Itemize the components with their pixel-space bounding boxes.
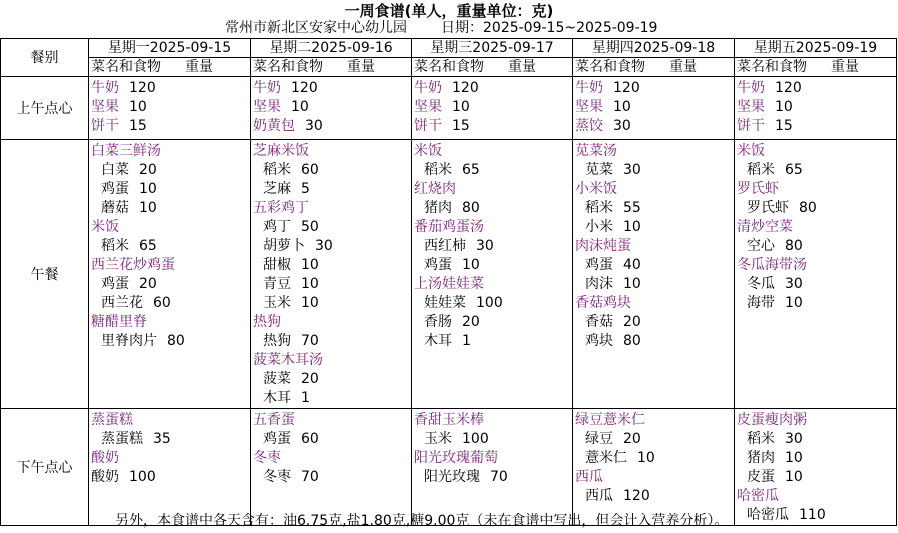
ingredient-row — [91, 294, 250, 313]
dish-name: 糖醋里脊 — [91, 314, 147, 330]
ingredient-weight: 1 — [301, 390, 310, 406]
ingredient-name: 稻米 — [424, 162, 452, 178]
dish-name: 番茄鸡蛋汤 — [414, 219, 484, 235]
footer-note: 另外，本食谱中各天含有：油6.75克,盐1.80克,糖9.00克（未在食谱中写出，但会计入营养分析）。 — [115, 513, 729, 529]
dish-line — [575, 117, 734, 136]
ingredient-name: 鸡蛋 — [263, 431, 291, 447]
ingredient-weight: 70 — [301, 469, 319, 485]
ingredient-name: 稻米 — [747, 431, 775, 447]
dish-weight: 120 — [129, 80, 156, 96]
ingredient-name: 鸡蛋 — [101, 181, 129, 197]
day-header: 星期二2025-09-16 — [251, 39, 412, 58]
ingredient-name: 苋菜 — [585, 162, 613, 178]
ingredient-row — [91, 180, 250, 199]
ingredient-row — [253, 468, 411, 487]
dish-name: 奶黄包 — [253, 118, 295, 134]
ingredient-weight: 20 — [139, 162, 157, 178]
ingredient-row — [737, 430, 896, 449]
sub-header — [735, 58, 897, 77]
ingredient-weight: 65 — [139, 238, 157, 254]
dish-name: 牛奶 — [737, 80, 765, 96]
ingredient-name: 蒸蛋糕 — [101, 431, 143, 447]
ingredient-name: 冬瓜 — [747, 276, 775, 292]
ingredient-row — [737, 237, 896, 256]
dish-line — [737, 98, 896, 117]
dish-name: 牛奶 — [414, 80, 442, 96]
ingredient-weight: 100 — [476, 295, 503, 311]
ingredient-row — [414, 332, 572, 351]
ingredient-row — [737, 468, 896, 487]
dish-weight: 10 — [775, 99, 793, 115]
ingredient-name: 绿豆 — [585, 431, 613, 447]
sub-header-weight: 重量 — [347, 59, 375, 75]
ingredient-weight: 100 — [129, 469, 156, 485]
ingredient-weight: 10 — [623, 219, 641, 235]
dish-name: 米饭 — [91, 219, 119, 235]
ingredient-weight: 30 — [785, 276, 803, 292]
ingredient-name: 菠菜 — [263, 371, 291, 387]
dish-name: 皮蛋瘦肉粥 — [737, 412, 807, 428]
dish-line — [414, 79, 572, 98]
dish-weight: 120 — [613, 80, 640, 96]
ingredient-row — [575, 449, 734, 468]
dish-name: 上汤娃娃菜 — [414, 276, 484, 292]
sub-header-dish: 菜名和食物 — [91, 59, 161, 75]
ingredient-row — [91, 161, 250, 180]
meal-name: 上午点心 — [1, 77, 89, 140]
dish-line — [91, 79, 250, 98]
ingredient-row — [737, 199, 896, 218]
dish-name: 坚果 — [253, 99, 281, 115]
ingredient-name: 香菇 — [585, 314, 613, 330]
dish-line — [253, 98, 411, 117]
ingredient-weight: 55 — [623, 200, 641, 216]
ingredient-weight: 20 — [301, 371, 319, 387]
ingredient-row — [253, 294, 411, 313]
meal-name: 午餐 — [1, 140, 89, 409]
ingredient-row — [737, 506, 896, 525]
dish-name: 饼干 — [737, 118, 765, 134]
ingredient-name: 芝麻 — [263, 181, 291, 197]
ingredient-row — [253, 218, 411, 237]
ingredient-weight: 10 — [785, 450, 803, 466]
ingredient-weight: 10 — [301, 276, 319, 292]
sub-header-dish: 菜名和食物 — [737, 59, 807, 75]
ingredient-weight: 80 — [799, 200, 817, 216]
ingredient-row — [253, 161, 411, 180]
ingredient-name: 鸡蛋 — [101, 276, 129, 292]
ingredient-weight: 40 — [623, 257, 641, 273]
menu-cell — [89, 77, 251, 140]
ingredient-row — [737, 161, 896, 180]
ingredient-row — [575, 199, 734, 218]
dish-line — [575, 98, 734, 117]
ingredient-row — [737, 294, 896, 313]
dish-weight: 15 — [129, 118, 147, 134]
day-header: 星期一2025-09-15 — [89, 39, 251, 58]
dish-name: 香甜玉米棒 — [414, 412, 484, 428]
date-range: 日期：2025-09-15~2025-09-19 — [441, 20, 658, 36]
ingredient-name: 薏米仁 — [585, 450, 627, 466]
ingredient-name: 空心 — [747, 238, 775, 254]
ingredient-name: 小米 — [585, 219, 613, 235]
ingredient-weight: 80 — [462, 200, 480, 216]
ingredient-row — [575, 275, 734, 294]
ingredient-name: 稻米 — [101, 238, 129, 254]
dish-name: 米饭 — [414, 143, 442, 159]
day-header: 星期五2025-09-19 — [735, 39, 897, 58]
dish-name: 苋菜汤 — [575, 143, 617, 159]
ingredient-row — [253, 275, 411, 294]
ingredient-row — [737, 275, 896, 294]
dish-name: 蒸饺 — [575, 118, 603, 134]
ingredient-row — [575, 430, 734, 449]
dish-line — [253, 79, 411, 98]
ingredient-weight: 65 — [785, 162, 803, 178]
dish-line — [414, 117, 572, 136]
dish-weight: 10 — [291, 99, 309, 115]
ingredient-name: 海带 — [747, 295, 775, 311]
ingredient-name: 玉米 — [263, 295, 291, 311]
dish-name: 冬瓜海带汤 — [737, 257, 807, 273]
ingredient-weight: 5 — [301, 181, 310, 197]
ingredient-row — [414, 256, 572, 275]
ingredient-name: 胡萝卜 — [263, 238, 305, 254]
menu-cell — [412, 77, 573, 140]
dish-name: 西兰花炒鸡蛋 — [91, 257, 175, 273]
ingredient-row — [253, 430, 411, 449]
dish-name: 哈密瓜 — [737, 488, 779, 504]
sub-header — [573, 58, 735, 77]
ingredient-weight: 70 — [301, 333, 319, 349]
ingredient-name: 白菜 — [101, 162, 129, 178]
ingredient-name: 猪肉 — [424, 200, 452, 216]
dish-name: 小米饭 — [575, 181, 617, 197]
ingredient-name: 冬枣 — [263, 469, 291, 485]
ingredient-weight: 10 — [623, 276, 641, 292]
day-header: 星期三2025-09-17 — [412, 39, 573, 58]
ingredient-name: 鸡块 — [585, 333, 613, 349]
ingredient-weight: 35 — [153, 431, 171, 447]
ingredient-name: 香肠 — [424, 314, 452, 330]
ingredient-weight: 10 — [785, 295, 803, 311]
ingredient-row — [91, 430, 250, 449]
sub-header — [412, 58, 573, 77]
menu-cell — [412, 140, 573, 409]
ingredient-name: 西红柿 — [424, 238, 466, 254]
sub-header — [251, 58, 412, 77]
dish-weight: 120 — [775, 80, 802, 96]
dish-weight: 30 — [613, 118, 631, 134]
dish-weight: 10 — [129, 99, 147, 115]
ingredient-row — [575, 218, 734, 237]
sub-header-weight: 重量 — [669, 59, 697, 75]
dish-name: 绿豆薏米仁 — [575, 412, 645, 428]
menu-cell — [89, 140, 251, 409]
ingredient-weight: 70 — [490, 469, 508, 485]
sub-header-dish: 菜名和食物 — [253, 59, 323, 75]
ingredient-name: 猪肉 — [747, 450, 775, 466]
ingredient-weight: 30 — [785, 431, 803, 447]
ingredient-weight: 10 — [139, 200, 157, 216]
ingredient-name: 热狗 — [263, 333, 291, 349]
ingredient-row — [414, 199, 572, 218]
ingredient-weight: 10 — [462, 257, 480, 273]
ingredient-row — [91, 237, 250, 256]
dish-name: 清炒空菜 — [737, 219, 793, 235]
ingredient-name: 西瓜 — [585, 488, 613, 504]
ingredient-weight: 80 — [623, 333, 641, 349]
ingredient-row — [575, 487, 734, 506]
sub-header — [89, 58, 251, 77]
dish-line — [737, 79, 896, 98]
dish-name: 冬枣 — [253, 450, 281, 466]
menu-cell — [573, 140, 735, 409]
dish-name: 牛奶 — [253, 80, 281, 96]
ingredient-name: 西兰花 — [101, 295, 143, 311]
ingredient-row — [253, 370, 411, 389]
dish-name: 白菜三鲜汤 — [91, 143, 161, 159]
ingredient-row — [91, 199, 250, 218]
ingredient-row — [737, 449, 896, 468]
ingredient-weight: 60 — [301, 431, 319, 447]
ingredient-weight: 110 — [799, 507, 826, 523]
dish-name: 肉沫炖蛋 — [575, 238, 631, 254]
ingredient-weight: 80 — [785, 238, 803, 254]
dish-weight: 15 — [775, 118, 793, 134]
dish-name: 香菇鸡块 — [575, 295, 631, 311]
ingredient-weight: 60 — [153, 295, 171, 311]
dish-weight: 10 — [452, 99, 470, 115]
menu-cell — [251, 409, 412, 526]
ingredient-name: 酸奶 — [91, 469, 119, 485]
ingredient-name: 木耳 — [424, 333, 452, 349]
ingredient-weight: 30 — [623, 162, 641, 178]
ingredient-name: 鸡丁 — [263, 219, 291, 235]
dish-name: 牛奶 — [575, 80, 603, 96]
ingredient-row — [414, 313, 572, 332]
ingredient-weight: 20 — [462, 314, 480, 330]
meal-column-header: 餐别 — [1, 39, 89, 77]
dish-name: 五香蛋 — [253, 412, 295, 428]
ingredient-row — [575, 313, 734, 332]
dish-line — [91, 117, 250, 136]
ingredient-row — [575, 256, 734, 275]
ingredient-name: 甜椒 — [263, 257, 291, 273]
dish-weight: 30 — [305, 118, 323, 134]
sub-header-dish: 菜名和食物 — [414, 59, 484, 75]
dish-weight: 120 — [452, 80, 479, 96]
ingredient-weight: 10 — [301, 295, 319, 311]
dish-name: 坚果 — [414, 99, 442, 115]
ingredient-row — [414, 237, 572, 256]
ingredient-name: 里脊肉片 — [101, 333, 157, 349]
dish-weight: 15 — [452, 118, 470, 134]
dish-line — [575, 79, 734, 98]
sub-header-dish: 菜名和食物 — [575, 59, 645, 75]
menu-cell — [251, 77, 412, 140]
dish-name: 五彩鸡丁 — [253, 200, 309, 216]
menu-cell — [735, 409, 897, 526]
menu-cell — [573, 77, 735, 140]
ingredient-weight: 60 — [301, 162, 319, 178]
ingredient-name: 皮蛋 — [747, 469, 775, 485]
ingredient-weight: 10 — [301, 257, 319, 273]
dish-name: 阳光玫瑰葡萄 — [414, 450, 498, 466]
ingredient-name: 稻米 — [585, 200, 613, 216]
dish-name: 米饭 — [737, 143, 765, 159]
ingredient-weight: 10 — [139, 181, 157, 197]
school-name: 常州市新北区安家中心幼儿园 — [225, 20, 407, 36]
menu-cell — [735, 77, 897, 140]
ingredient-weight: 1 — [462, 333, 471, 349]
menu-table — [0, 38, 897, 526]
ingredient-row — [253, 180, 411, 199]
ingredient-name: 青豆 — [263, 276, 291, 292]
ingredient-weight: 20 — [139, 276, 157, 292]
sub-header-weight: 重量 — [185, 59, 213, 75]
ingredient-row — [414, 294, 572, 313]
dish-name: 坚果 — [575, 99, 603, 115]
dish-name: 牛奶 — [91, 80, 119, 96]
dish-name: 饼干 — [414, 118, 442, 134]
ingredient-row — [575, 332, 734, 351]
ingredient-row — [414, 468, 572, 487]
ingredient-name: 娃娃菜 — [424, 295, 466, 311]
ingredient-row — [253, 389, 411, 408]
meal-name: 下午点心 — [1, 409, 89, 526]
dish-name: 坚果 — [91, 99, 119, 115]
ingredient-weight: 10 — [785, 469, 803, 485]
ingredient-weight: 30 — [476, 238, 494, 254]
ingredient-name: 鸡蛋 — [585, 257, 613, 273]
page-title: 一周食谱(单人，重量单位：克) — [344, 2, 554, 20]
dish-weight: 10 — [613, 99, 631, 115]
dish-name: 酸奶 — [91, 450, 119, 466]
ingredient-weight: 50 — [301, 219, 319, 235]
sub-header-weight: 重量 — [508, 59, 536, 75]
ingredient-name: 稻米 — [747, 162, 775, 178]
ingredient-row — [253, 237, 411, 256]
ingredient-row — [253, 332, 411, 351]
menu-cell — [89, 409, 251, 526]
ingredient-weight: 30 — [315, 238, 333, 254]
ingredient-row — [414, 161, 572, 180]
ingredient-name: 稻米 — [263, 162, 291, 178]
ingredient-weight: 100 — [462, 431, 489, 447]
dish-name: 坚果 — [737, 99, 765, 115]
dish-name: 热狗 — [253, 314, 281, 330]
ingredient-weight: 10 — [637, 450, 655, 466]
dish-line — [737, 117, 896, 136]
dish-line — [91, 98, 250, 117]
dish-weight: 120 — [291, 80, 318, 96]
ingredient-name: 蘑菇 — [101, 200, 129, 216]
dish-name: 西瓜 — [575, 469, 603, 485]
dish-name: 罗氏虾 — [737, 181, 779, 197]
menu-cell — [735, 140, 897, 409]
sub-header-weight: 重量 — [831, 59, 859, 75]
ingredient-name: 鸡蛋 — [424, 257, 452, 273]
ingredient-name: 哈密瓜 — [747, 507, 789, 523]
ingredient-row — [414, 430, 572, 449]
ingredient-name: 阳光玫瑰 — [424, 469, 480, 485]
ingredient-row — [253, 256, 411, 275]
ingredient-weight: 20 — [623, 431, 641, 447]
dish-name: 芝麻米饭 — [253, 143, 309, 159]
ingredient-name: 木耳 — [263, 390, 291, 406]
ingredient-name: 罗氏虾 — [747, 200, 789, 216]
ingredient-name: 肉沫 — [585, 276, 613, 292]
ingredient-row — [91, 332, 250, 351]
ingredient-row — [91, 275, 250, 294]
ingredient-weight: 20 — [623, 314, 641, 330]
dish-line — [253, 117, 411, 136]
dish-name: 菠菜木耳汤 — [253, 352, 323, 368]
ingredient-row — [575, 161, 734, 180]
ingredient-name: 玉米 — [424, 431, 452, 447]
dish-line — [414, 98, 572, 117]
dish-name: 红烧肉 — [414, 181, 456, 197]
subtitle — [225, 20, 657, 37]
menu-cell — [412, 409, 573, 526]
dish-name: 饼干 — [91, 118, 119, 134]
ingredient-weight: 120 — [623, 488, 650, 504]
menu-cell — [573, 409, 735, 526]
ingredient-row — [91, 468, 250, 487]
dish-name: 蒸蛋糕 — [91, 412, 133, 428]
menu-cell — [251, 140, 412, 409]
day-header: 星期四2025-09-18 — [573, 39, 735, 58]
ingredient-weight: 80 — [167, 333, 185, 349]
ingredient-weight: 65 — [462, 162, 480, 178]
